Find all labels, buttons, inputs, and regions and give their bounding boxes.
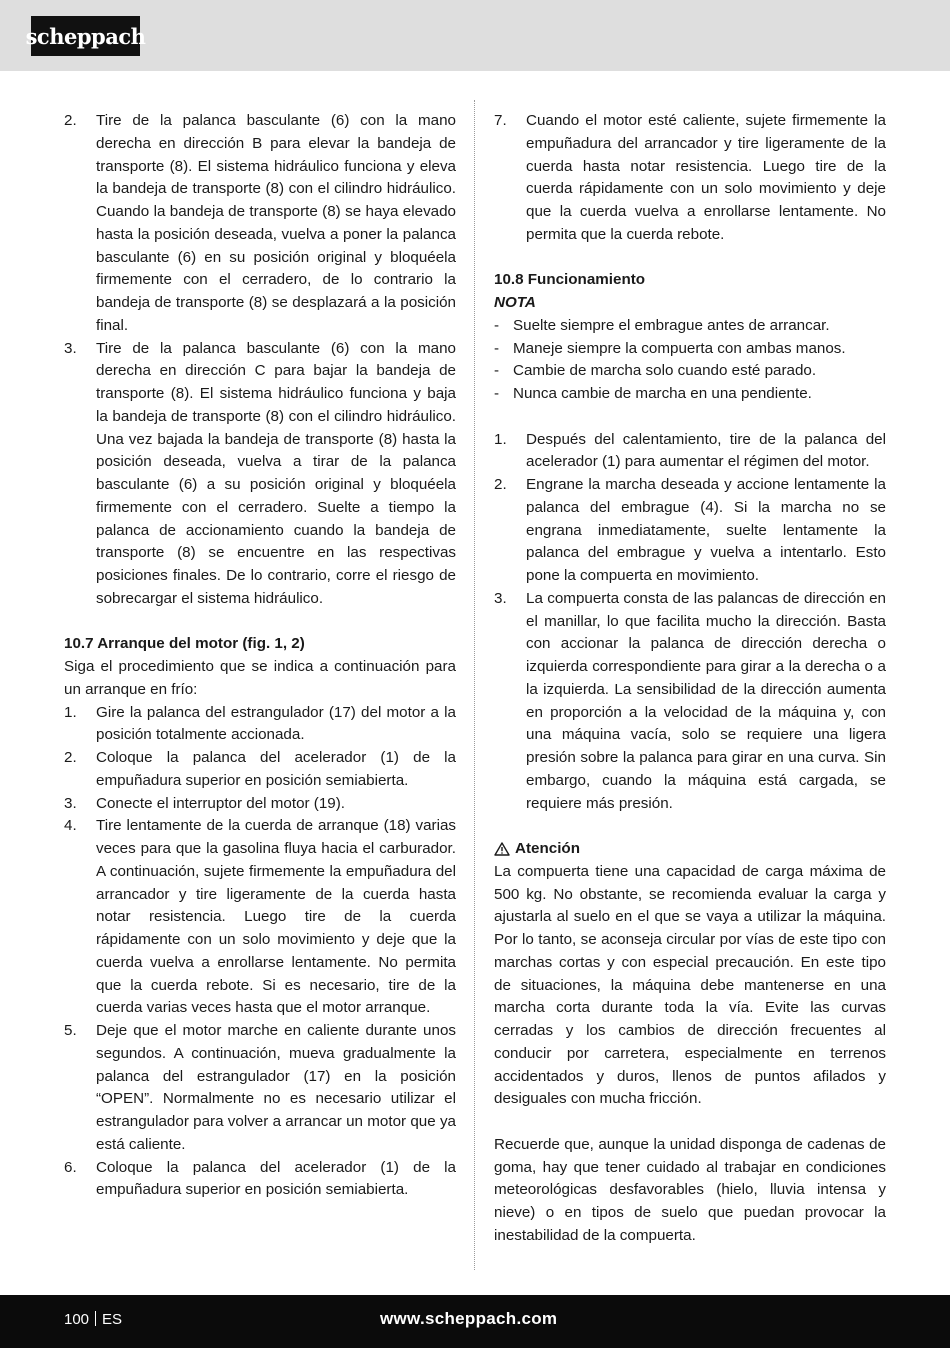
page-separator bbox=[95, 1311, 96, 1326]
item-number: 4. bbox=[64, 817, 77, 835]
item-text: Engrane la marcha deseada y accione lentamente la palanca del embrague (4). Si la marcha no se engrana inmediatamente, suelte lentamente la palanca del embrague y vuelva a intentarlo. Esto pone la compuerta en movimiento. bbox=[526, 476, 886, 584]
list-item bbox=[494, 110, 886, 247]
item-text: Coloque la palanca del acelerador (1) de la empuñadura superior en posición semiabierta. bbox=[96, 1158, 456, 1199]
header-band bbox=[0, 0, 950, 71]
item-text: Tire de la palanca basculante (6) con la mano derecha en dirección B para elevar la bandeja de transporte (8). El sistema hidráulico funciona y eleva la bandeja de transporte (8) con el cilindro hidráulico. Cuando la bandeja de transporte (8) se haya elevado hasta la posición deseada, vuelva a poner la palanca basculante (6) en su posición original y bloquéela firmemente con el cerradero, de lo contrario la bandeja de transporte (8) se desplazará a la posición final. bbox=[96, 112, 456, 334]
item-number: 5. bbox=[64, 1022, 77, 1039]
dash-marker: - bbox=[494, 362, 500, 380]
item-text: La compuerta consta de las palancas de dirección en el manillar, lo que facilita mucho la dirección. Basta con accionar la palanca de dirección derecha o izquierda correspondiente para girar a la derecha o a la izquierda. La sensibilidad de la dirección aumenta en proporción a la velocidad de la máquina y, con una máquina vacía, solo se requiere una ligera presión sobre la palanca para girar en una curva. Sin embargo, cuando la máquina está cargada, se requiere más presión. bbox=[526, 589, 886, 812]
cold-start-steps-list bbox=[64, 702, 456, 1203]
spacer bbox=[494, 247, 886, 270]
list-item bbox=[64, 338, 456, 611]
list-item bbox=[64, 702, 456, 748]
item-number: 2. bbox=[64, 749, 77, 766]
spacer bbox=[494, 406, 886, 429]
item-number: 2. bbox=[64, 112, 77, 129]
left-column bbox=[64, 110, 456, 1202]
item-number: 1. bbox=[64, 703, 77, 721]
item-text: Gire la palanca del estrangulador (17) del motor a la posición totalmente accionada. bbox=[96, 703, 456, 744]
list-item bbox=[64, 1157, 456, 1203]
list-item bbox=[494, 474, 886, 588]
item-number: 3. bbox=[64, 794, 77, 812]
list-item bbox=[64, 793, 456, 816]
nota-text: Cambie de marcha solo cuando esté parado. bbox=[513, 362, 817, 380]
operation-steps-list bbox=[494, 429, 886, 816]
nota-item bbox=[494, 360, 886, 383]
footer-band bbox=[0, 1295, 950, 1348]
nota-label: NOTA bbox=[494, 294, 536, 311]
item-number: 3. bbox=[64, 339, 77, 357]
item-text: Coloque la palanca del acelerador (1) de la empuñadura superior en posición semiabierta. bbox=[96, 749, 456, 789]
page-number: 100 bbox=[64, 1311, 90, 1328]
list-item bbox=[494, 429, 886, 475]
nota-item bbox=[494, 383, 886, 406]
section-heading-10-7: 10.7 Arranque del motor (fig. 1, 2) bbox=[64, 635, 305, 653]
page-indicator bbox=[64, 1311, 122, 1328]
brand-logo-text: scheppach bbox=[25, 23, 146, 49]
item-number: 3. bbox=[494, 589, 507, 607]
spacer bbox=[64, 611, 456, 634]
brand-logo bbox=[25, 16, 146, 56]
item-text: Conecte el interruptor del motor (19). bbox=[96, 794, 346, 812]
dash-marker: - bbox=[494, 385, 500, 402]
dash-marker: - bbox=[494, 339, 500, 357]
item-text: Deje que el motor marche en caliente durante unos segundos. A continuación, mueva gradualmente la palanca del estrangulador (17) en la posición “OPEN”. Normalmente no es necesario utilizar el estrangulador para volver a arrancar un motor que ya está caliente. bbox=[96, 1022, 456, 1153]
right-column bbox=[494, 110, 886, 1248]
list-item bbox=[64, 110, 456, 338]
list-item bbox=[64, 815, 456, 1020]
item-number: 1. bbox=[494, 430, 507, 448]
list-item bbox=[64, 747, 456, 793]
item-text: Tire de la palanca basculante (6) con la mano derecha en dirección C para bajar la bandeja de transporte (8). El sistema hidráulico funciona y baja la bandeja de transporte (8) con el cilindro hidráulico. Una vez bajada la bandeja de transporte (8) hasta la posición deseada, vuelva a tirar de la palanca basculante (6) a su posición original y bloquéela firmemente con el cerradero. Suelte a tiempo la palanca de accionamiento cuando la bandeja de transporte (8) se encuentre en las respectivas posiciones finales. De lo contrario, corre el riesgo de sobrecargar el sistema hidráulico. bbox=[96, 339, 456, 607]
warm-start-steps-list bbox=[494, 110, 886, 247]
item-number: 6. bbox=[64, 1158, 77, 1176]
item-number: 2. bbox=[494, 476, 507, 493]
item-number: 7. bbox=[494, 112, 507, 129]
list-item bbox=[494, 588, 886, 816]
nota-item bbox=[494, 315, 886, 338]
website-link[interactable]: www.scheppach.com bbox=[380, 1309, 558, 1328]
item-text: Cuando el motor esté caliente, sujete firmemente la empuñadura del arrancador y tire ligeramente de la cuerda hasta notar resistencia. Luego tire de la cuerda rápidamente con un solo movimiento y deje que la cuerda vuelva a enrollarse lentamente. No permita que la cuerda rebote. bbox=[526, 112, 886, 243]
nota-text: Maneje siempre la compuerta con ambas manos. bbox=[513, 339, 846, 357]
warning-triangle-icon bbox=[494, 842, 510, 856]
spacer bbox=[494, 815, 886, 838]
item-text: Tire lentamente de la cuerda de arranque (18) varias veces para que la gasolina fluya hacia el carburador. A continuación, sujete firmemente la empuñadura del arrancador y tire ligeramente de la cuerda hasta notar resistencia. Luego tire de la cuerda rápidamente con un solo movimiento y deje que la cuerda vuelva a enrollarse lentamente. No permita que la cuerda rebote. Si es necesario, tire de la cuerda varias veces hasta que el motor arranque. bbox=[96, 817, 456, 1017]
warning-title: Atención bbox=[515, 840, 580, 857]
section-heading-10-8: 10.8 Funcionamiento bbox=[494, 271, 646, 289]
language-code: ES bbox=[102, 1311, 123, 1328]
item-text: Después del calentamiento, tire de la palanca del acelerador (1) para aumentar el régimen del motor. bbox=[526, 430, 886, 471]
column-divider bbox=[474, 100, 475, 1270]
closing-paragraph: Recuerde que, aunque la unidad disponga de cadenas de goma, hay que tener cuidado al trabajar en condiciones meteorológicas desfavorables (hielo, lluvia intensa y nieve) o en tipos de suelo que puedan provocar la inestabilidad de la compuerta. bbox=[494, 1135, 886, 1244]
list-item bbox=[64, 1020, 456, 1157]
dash-marker: - bbox=[494, 316, 500, 334]
nota-text: Nunca cambie de marcha en una pendiente. bbox=[513, 385, 812, 402]
nota-list bbox=[494, 315, 886, 406]
warning-heading bbox=[494, 838, 886, 861]
section-intro: Siga el procedimiento que se indica a continuación para un arranque en frío: bbox=[64, 658, 456, 698]
lift-steps-list bbox=[64, 110, 456, 611]
spacer bbox=[494, 1111, 886, 1134]
nota-text: Suelte siempre el embrague antes de arrancar. bbox=[513, 316, 830, 334]
nota-item bbox=[494, 338, 886, 361]
warning-text: La compuerta tiene una capacidad de carga máxima de 500 kg. No obstante, se recomienda evaluar la carga y ajustarla al suelo en el que se vaya a utilizar la máquina. Por lo tanto, se aconseja circular por vías de este tipo con marchas cortas y con especial precaución. En este tipo de situaciones, la máquina debe mantenerse en una marcha corta durante toda la vía. Evite las curvas cerradas y los cambios de dirección frecuentes al conducir por carretera, especialmente en terrenos accidentados y duros, llenos de puntos afilados y desiguales con mucha fricción. bbox=[494, 862, 886, 1108]
